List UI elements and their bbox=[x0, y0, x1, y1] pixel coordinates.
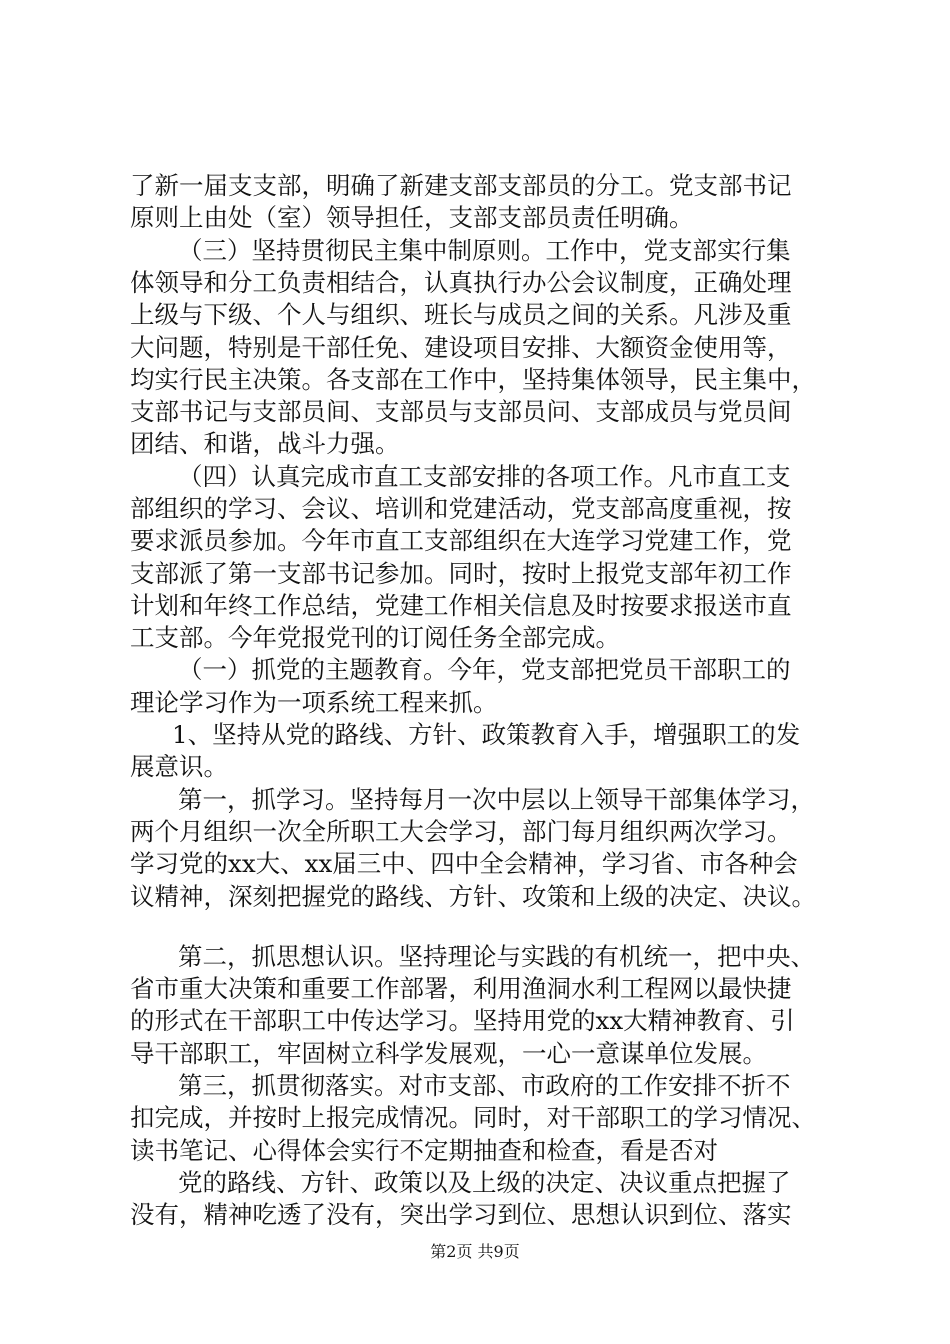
text-line: 均实行民主决策。各支部在工作中，坚持集体领导，民主集中， bbox=[130, 365, 816, 394]
text-line: 没有，精神吃透了没有，突出学习到位、思想认识到位、落实 bbox=[130, 1200, 792, 1229]
text-line: （三）坚持贯彻民主集中制原则。工作中，党支部实行集 bbox=[178, 236, 791, 265]
text-line: 计划和年终工作总结，党建工作相关信息及时按要求报送市直 bbox=[130, 591, 792, 620]
text-line: 理论学习作为一项系统工程来抓。 bbox=[130, 688, 498, 717]
text-line: 工支部。今年党报党刊的订阅任务全部完成。 bbox=[130, 623, 620, 652]
text-line: 体领导和分工负责相结合，认真执行办公会议制度，正确处理 bbox=[130, 268, 792, 297]
text-line: 展意识。 bbox=[130, 752, 228, 781]
text-line: 支部派了第一支部书记参加。同时，按时上报党支部年初工作 bbox=[130, 559, 792, 588]
text-line: 省市重大决策和重要工作部署，利用渔洞水利工程网以最快捷 bbox=[130, 974, 792, 1003]
text-line: （四）认真完成市直工支部安排的各项工作。凡市直工支 bbox=[178, 462, 791, 491]
text-line: 大问题，特别是干部任免、建设项目安排、大额资金使用等， bbox=[130, 333, 792, 362]
text-line: 第三，抓贯彻落实。对市支部、市政府的工作安排不折不 bbox=[178, 1071, 791, 1100]
text-line: 读书笔记、心得体会实行不定期抽查和检查，看是否对 bbox=[130, 1136, 718, 1165]
text-line: 要求派员参加。今年市直工支部组织在大连学习党建工作，党 bbox=[130, 526, 792, 555]
text-line: 两个月组织一次全所职工大会学习，部门每月组织两次学习。 bbox=[130, 817, 792, 846]
text-line: 学习党的xx大、xx届三中、四中全会精神，学习省、市各种会 bbox=[130, 849, 798, 878]
text-line: 扣完成，并按时上报完成情况。同时，对干部职工的学习情况、 bbox=[130, 1103, 816, 1132]
text-line: 导干部职工，牢固树立科学发展观，一心一意谋单位发展。 bbox=[130, 1039, 767, 1068]
text-line: 了新一届支支部，明确了新建支部支部员的分工。党支部书记 bbox=[130, 171, 792, 200]
text-line: 的形式在干部职工中传达学习。坚持用党的xx大精神教育、引 bbox=[130, 1006, 795, 1035]
page-footer: 第2页 共9页 bbox=[430, 1242, 520, 1261]
text-line: 党的路线、方针、政策以及上级的决定、决议重点把握了 bbox=[178, 1168, 791, 1197]
text-line: 团结、和谐，战斗力强。 bbox=[130, 429, 400, 458]
text-line: 第一，抓学习。坚持每月一次中层以上领导干部集体学习， bbox=[178, 785, 815, 814]
text-line: 1、坚持从党的路线、方针、政策教育入手，增强职工的发 bbox=[172, 720, 801, 749]
text-line: 上级与下级、个人与组织、班长与成员之间的关系。凡涉及重 bbox=[130, 300, 792, 329]
text-line: 原则上由处（室）领导担任，支部支部员责任明确。 bbox=[130, 203, 694, 232]
text-line: （一）抓党的主题教育。今年，党支部把党员干部职工的 bbox=[178, 655, 791, 684]
text-line: 议精神，深刻把握党的路线、方针、攻策和上级的决定、决议。 bbox=[130, 882, 816, 911]
text-line: 第二，抓思想认识。坚持理论与实践的有机统一，把中央、 bbox=[178, 942, 815, 971]
text-line: 支部书记与支部员间、支部员与支部员问、支部成员与党员间 bbox=[130, 397, 792, 426]
text-line: 部组织的学习、会议、培训和党建活动，党支部高度重视，按 bbox=[130, 494, 792, 523]
